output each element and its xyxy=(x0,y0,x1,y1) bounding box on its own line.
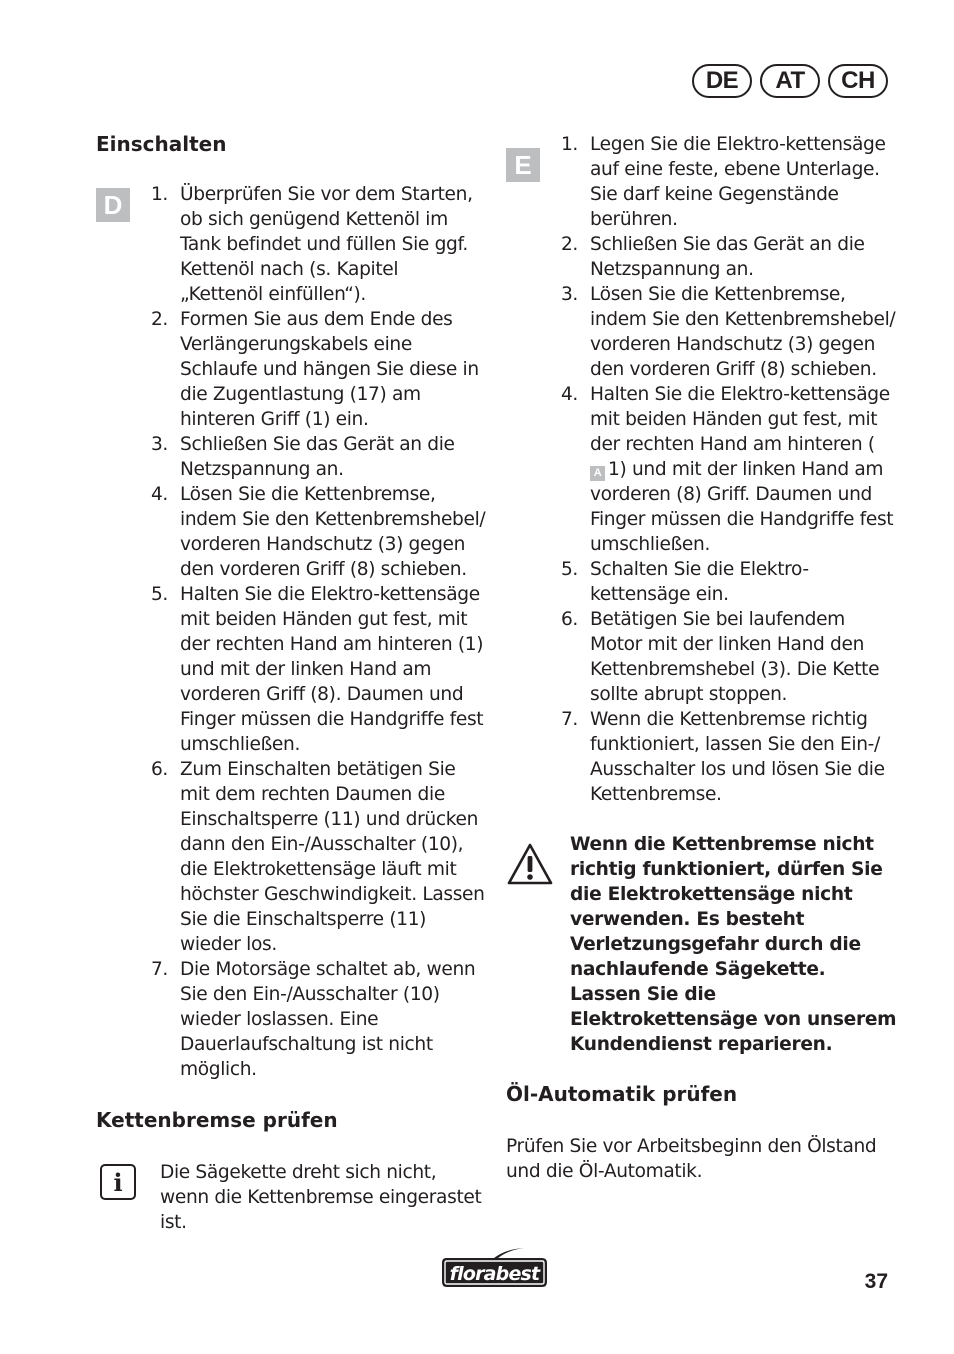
page-number: 37 xyxy=(864,1270,888,1293)
list-item: 2. Formen Sie aus dem Ende des Verlängerungskabels eine Schlaufe und hängen Sie diese in die Zugentlastung (17) am hinteren Griff (1) ein. xyxy=(150,309,479,430)
list-item: 1. Legen Sie die Elektro-kettensäge auf eine feste, ebene Unterlage. Sie darf keine Gegenstände berühren. xyxy=(560,134,886,230)
list-item: 4. Halten Sie die Elektro-kettensäge mit beiden Händen gut fest, mit der rechten Hand am hinteren ( A 1) und mit der linken Hand am vorderen (8) Griff. Daumen und Finger müssen die Handgriffe fest umschließen. xyxy=(560,384,894,555)
list-item: 5. Halten Sie die Elektro-kettensäge mit beiden Händen gut fest, mit der rechten Hand am hinteren (1) und mit der linken Hand am vorderen Griff (8). Daumen und Finger müssen die Handgriffe fest umschließen. xyxy=(150,584,484,755)
figure-badge-e: E xyxy=(506,148,540,182)
florabest-logo-mark xyxy=(438,1246,552,1290)
florabest-logo xyxy=(438,1246,552,1290)
list-item: 5. Schalten Sie die Elektro-kettensäge ein. xyxy=(560,559,809,605)
section-title-oel-automatik: Öl-Automatik prüfen xyxy=(506,1082,738,1106)
figure-badge-d: D xyxy=(96,188,130,222)
figure-badge-a: A xyxy=(590,466,605,481)
list-item: 7. Die Motorsäge schaltet ab, wenn Sie den Ein-/Ausschalter (10) wieder loslassen. Eine Dauerlaufschaltung ist nicht möglich. xyxy=(150,959,476,1080)
list-item: 3. Schließen Sie das Gerät an die Netzspannung an. xyxy=(150,434,455,480)
list-item: 2. Schließen Sie das Gerät an die Netzspannung an. xyxy=(560,234,865,280)
language-badge-ch: CH xyxy=(828,64,888,98)
list-item: 6. Betätigen Sie bei laufendem Motor mit der linken Hand den Kettenbremshebel (3). Die Kette sollte abrupt stoppen. xyxy=(560,609,880,705)
info-icon: i xyxy=(100,1164,136,1200)
section-title-einschalten: Einschalten xyxy=(96,132,227,156)
list-item: 4. Lösen Sie die Kettenbremse, indem Sie den Kettenbremshebel/ vorderen Handschutz (3) gegen den vorderen Griff (8) schieben. xyxy=(150,484,486,580)
svg-text:florabest: florabest xyxy=(449,1263,540,1285)
info-text: Die Sägekette dreht sich nicht, wenn die Kettenbremse eingerastet ist. xyxy=(160,1162,482,1233)
list-item: 7. Wenn die Kettenbremse richtig funktioniert, lassen Sie den Ein-/ Ausschalter los und lösen Sie die Kettenbremse. xyxy=(560,709,885,805)
warning-triangle-icon xyxy=(506,842,554,886)
einschalten-steps xyxy=(146,182,486,1082)
list-item: 3. Lösen Sie die Kettenbremse, indem Sie den Kettenbremshebel/ vorderen Handschutz (3) gegen den vorderen Griff (8) schieben. xyxy=(560,284,896,380)
list-item: 6. Zum Einschalten betätigen Sie mit dem rechten Daumen die Einschaltsperre (11) und drücken dann den Ein-/Ausschalter (10), die Elektrokettensäge läuft mit höchster Geschwindigkeit. Lassen Sie die Einschaltsperre (11) wieder los. xyxy=(150,759,485,955)
oel-automatik-text: Prüfen Sie vor Arbeitsbeginn den Ölstand und die Öl-Automatik. xyxy=(506,1136,877,1182)
language-badge-de: DE xyxy=(692,64,752,98)
section-title-kettenbremse: Kettenbremse prüfen xyxy=(96,1108,338,1132)
list-item: 1. Überprüfen Sie vor dem Starten, ob sich genügend Kettenöl im Tank befindet und füllen Sie ggf. Kettenöl nach (s. Kapitel „Kettenöl einfüllen“). xyxy=(150,184,473,305)
kettenbremse-steps xyxy=(556,132,898,807)
warning-text: Wenn die Kettenbremse nicht richtig funktioniert, dürfen Sie die Elektrokettensäge nicht verwenden. Es besteht Verletzungsgefahr durch die nachlaufende Sägekette. Lassen Sie die Elektrokettensäge von unserem Kundendienst reparieren. xyxy=(570,834,897,1055)
language-badges xyxy=(692,64,888,98)
language-badge-at: AT xyxy=(760,64,820,98)
